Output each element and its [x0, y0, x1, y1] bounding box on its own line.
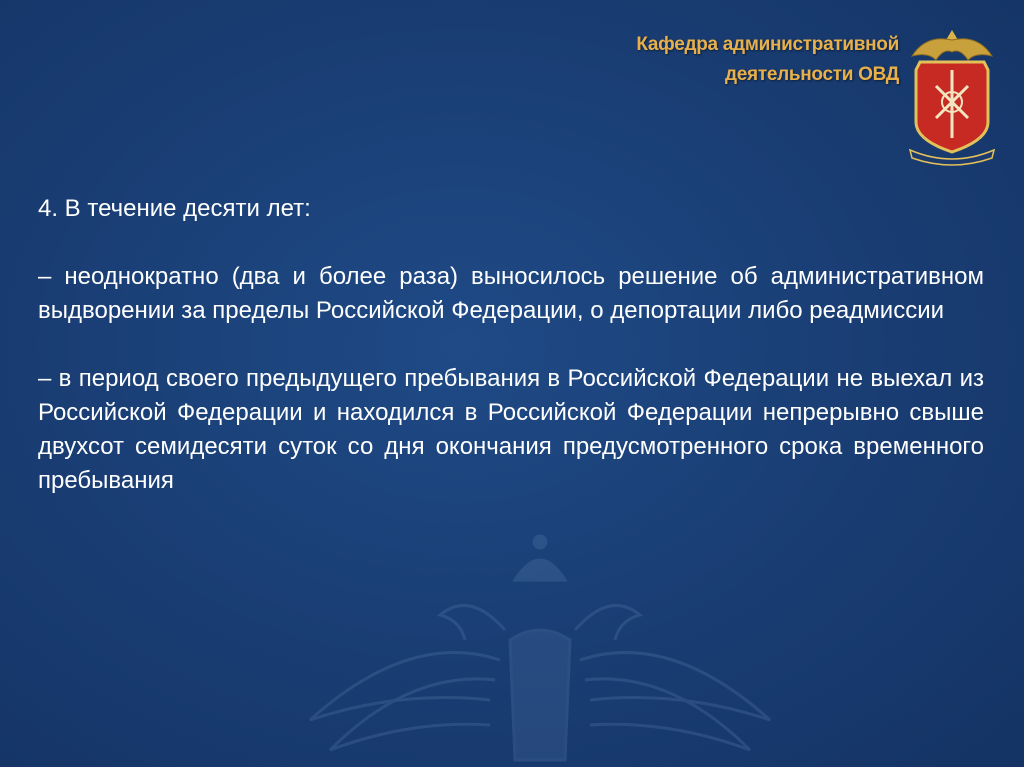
content-paragraph-2: – в период своего предыдущего пребывания в Российской Федерации не выехал из Российской Федерации и находился в Российской Федерации непрерывно свыше двухсот семидесяти суток со дня окончания предусмотренного срока временного пребывания	[38, 365, 984, 494]
content-paragraph-1: – неоднократно (два и более раза) выносилось решение об административном выдворении за пределы Российской Федерации, о депортации либо реадмиссии	[38, 263, 984, 324]
slide-content	[38, 192, 984, 532]
department-title-line1: Кафедра административной	[636, 34, 899, 55]
content-heading: 4. В течение десяти лет:	[38, 195, 311, 222]
double-headed-eagle-watermark-icon	[290, 520, 790, 767]
department-title	[636, 30, 899, 90]
department-title-line2: деятельности ОВД	[725, 64, 899, 85]
police-emblem-icon	[906, 26, 998, 166]
